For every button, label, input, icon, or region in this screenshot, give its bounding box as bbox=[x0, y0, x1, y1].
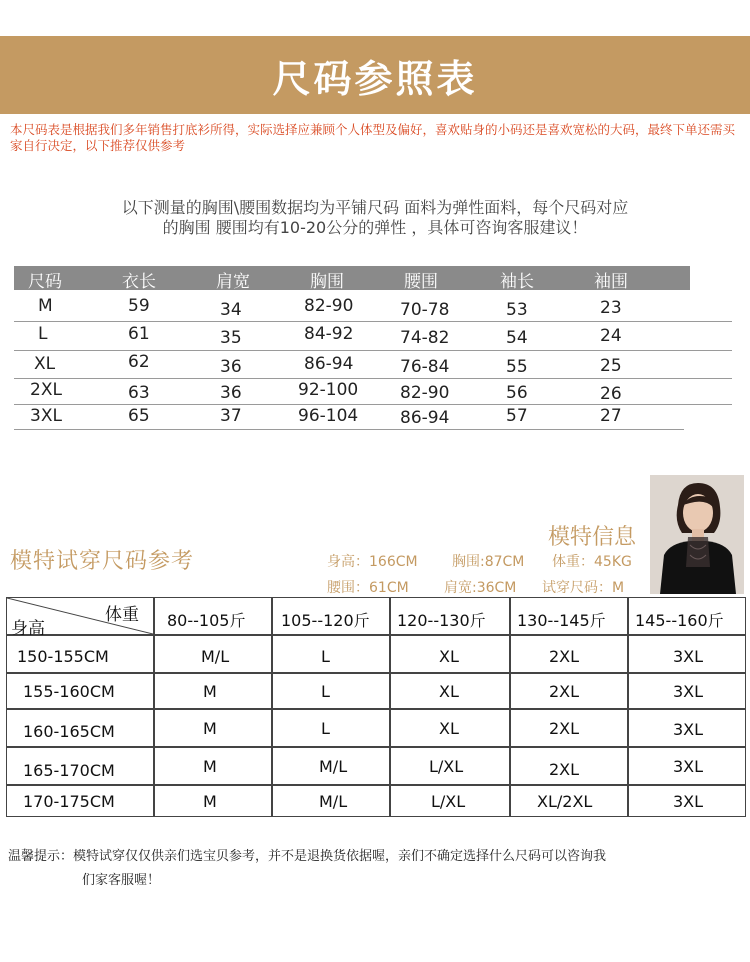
size-cell bbox=[154, 673, 272, 709]
size-cell bbox=[628, 635, 746, 673]
row-divider bbox=[14, 429, 684, 430]
model-info-title: 模特信息 bbox=[548, 525, 637, 550]
title-banner bbox=[0, 36, 750, 114]
size-cell: 61 bbox=[128, 324, 150, 344]
size-value: M/L bbox=[319, 792, 348, 811]
size-cell bbox=[510, 635, 628, 673]
size-value: L/XL bbox=[431, 792, 466, 811]
size-cell: 3XL bbox=[30, 406, 62, 426]
size-cell bbox=[272, 785, 390, 817]
size-cell: 36 bbox=[220, 357, 242, 377]
size-cell: 74-82 bbox=[400, 328, 450, 348]
model-waist: 腰围：61CM bbox=[327, 580, 409, 596]
height-label: 150-155CM bbox=[17, 647, 109, 666]
height-cell bbox=[6, 635, 154, 673]
size-cell: 53 bbox=[506, 300, 528, 320]
size-cell: 54 bbox=[506, 328, 528, 348]
page-title: 尺码参照表 bbox=[272, 57, 478, 101]
size-cell bbox=[390, 635, 510, 673]
size-cell bbox=[154, 785, 272, 817]
size-cell: 37 bbox=[220, 406, 242, 426]
header-sleeve-length: 袖长 bbox=[500, 272, 534, 292]
header-length: 衣长 bbox=[122, 272, 156, 292]
tip-line-2: 们家客服喔！ bbox=[82, 873, 161, 888]
warm-tip bbox=[8, 845, 743, 893]
size-cell: 26 bbox=[600, 384, 622, 404]
size-cell: 27 bbox=[600, 406, 622, 426]
height-label: 155-160CM bbox=[23, 682, 115, 701]
weight-header bbox=[510, 597, 628, 635]
height-cell bbox=[6, 785, 154, 817]
size-cell bbox=[272, 635, 390, 673]
size-value: XL bbox=[439, 647, 459, 666]
row-divider bbox=[14, 404, 732, 405]
size-cell: 65 bbox=[128, 406, 150, 426]
size-cell: 86-94 bbox=[304, 354, 354, 374]
weight-header-label: 80--105斤 bbox=[167, 611, 246, 630]
size-cell: XL bbox=[34, 354, 56, 374]
intro-line-2: 的胸围 腰围均有10-20公分的弹性 ，具体可咨询客服建议！ bbox=[162, 218, 588, 237]
model-try-title: 模特试穿尺码参考 bbox=[10, 549, 195, 574]
weight-header bbox=[390, 597, 510, 635]
size-cell: 84-92 bbox=[304, 324, 354, 344]
size-cell: 2XL bbox=[30, 380, 62, 400]
size-cell: 70-78 bbox=[400, 300, 450, 320]
size-cell: 23 bbox=[600, 298, 622, 318]
model-try-table bbox=[6, 597, 746, 817]
size-cell: M bbox=[38, 296, 53, 316]
size-cell: 36 bbox=[220, 383, 242, 403]
row-divider bbox=[14, 378, 732, 379]
model-shoulder: 肩宽:36CM bbox=[444, 580, 517, 596]
size-cell bbox=[510, 747, 628, 785]
model-weight: 体重：45KG bbox=[552, 554, 632, 570]
size-value: M bbox=[203, 682, 217, 701]
size-value: XL bbox=[439, 682, 459, 701]
size-cell bbox=[272, 673, 390, 709]
model-photo bbox=[650, 475, 744, 594]
size-value: L bbox=[321, 719, 330, 738]
size-value: 2XL bbox=[549, 682, 580, 701]
size-value: 3XL bbox=[673, 682, 704, 701]
size-cell: 35 bbox=[220, 328, 242, 348]
row-divider bbox=[14, 321, 732, 322]
size-value: 3XL bbox=[673, 757, 704, 776]
size-cell: L bbox=[38, 324, 48, 344]
size-value: XL bbox=[439, 719, 459, 738]
height-label: 160-165CM bbox=[23, 722, 115, 741]
size-value: 3XL bbox=[673, 792, 704, 811]
header-size: 尺码 bbox=[28, 272, 62, 292]
size-cell bbox=[390, 785, 510, 817]
size-cell bbox=[154, 635, 272, 673]
size-cell bbox=[510, 785, 628, 817]
size-cell bbox=[154, 709, 272, 747]
header-chest: 胸围 bbox=[310, 272, 344, 292]
weight-header-label: 105--120斤 bbox=[281, 611, 370, 630]
size-cell bbox=[510, 709, 628, 747]
measurement-intro bbox=[0, 198, 750, 238]
size-value: 2XL bbox=[549, 760, 580, 779]
height-cell bbox=[6, 673, 154, 709]
size-cell bbox=[272, 747, 390, 785]
size-cell: 34 bbox=[220, 300, 242, 320]
header-sleeve-width: 袖围 bbox=[594, 272, 628, 292]
height-cell bbox=[6, 747, 154, 785]
size-chart-header bbox=[14, 266, 690, 290]
size-cell: 96-104 bbox=[298, 406, 359, 426]
size-value: M/L bbox=[319, 757, 348, 776]
size-value: L bbox=[321, 647, 330, 666]
size-value: 3XL bbox=[673, 720, 704, 739]
size-value: 2XL bbox=[549, 719, 580, 738]
size-cell bbox=[628, 709, 746, 747]
size-cell: 55 bbox=[506, 357, 528, 377]
size-cell bbox=[510, 673, 628, 709]
size-value: M bbox=[203, 757, 217, 776]
height-cell bbox=[6, 709, 154, 747]
size-cell bbox=[628, 747, 746, 785]
header-waist: 腰围 bbox=[404, 272, 438, 292]
tip-line-1: 温馨提示：模特试穿仅仅供亲们选宝贝参考，并不是退换货依据喔，亲们不确定选择什么尺码可以咨询我 bbox=[8, 849, 607, 864]
size-cell bbox=[628, 785, 746, 817]
corner-height-label: 身高 bbox=[11, 619, 45, 639]
model-try-size: 试穿尺码：M bbox=[542, 580, 625, 596]
size-value: L bbox=[321, 682, 330, 701]
size-cell: 86-94 bbox=[400, 408, 450, 428]
size-cell: 56 bbox=[506, 383, 528, 403]
weight-header bbox=[272, 597, 390, 635]
height-label: 170-175CM bbox=[23, 792, 115, 811]
corner-cell bbox=[6, 597, 154, 639]
size-value: M bbox=[203, 719, 217, 738]
size-disclaimer: 本尺码表是根据我们多年销售打底衫所得，实际选择应兼顾个人体型及偏好，喜欢贴身的小码还是喜欢宽松的大码，最终下单还需买家自行决定，以下推荐仅供参考 bbox=[10, 122, 736, 153]
size-value: M bbox=[203, 792, 217, 811]
size-cell: 59 bbox=[128, 296, 150, 316]
model-height: 身高：166CM bbox=[327, 554, 418, 570]
row-divider bbox=[14, 350, 732, 351]
weight-header-label: 145--160斤 bbox=[635, 611, 724, 630]
size-cell: 24 bbox=[600, 326, 622, 346]
weight-header-label: 130--145斤 bbox=[517, 611, 606, 630]
size-cell: 62 bbox=[128, 352, 150, 372]
size-cell: 82-90 bbox=[400, 383, 450, 403]
weight-header bbox=[628, 597, 746, 635]
size-cell: 76-84 bbox=[400, 357, 450, 377]
size-value: M/L bbox=[201, 647, 230, 666]
size-cell bbox=[390, 673, 510, 709]
size-cell: 25 bbox=[600, 356, 622, 376]
model-chest: 胸围:87CM bbox=[452, 554, 525, 570]
weight-header bbox=[154, 597, 272, 635]
corner-weight-label: 体重 bbox=[105, 605, 139, 625]
size-cell: 57 bbox=[506, 406, 528, 426]
size-cell bbox=[390, 709, 510, 747]
size-value: 3XL bbox=[673, 647, 704, 666]
weight-header-label: 120--130斤 bbox=[397, 611, 486, 630]
header-shoulder: 肩宽 bbox=[216, 272, 250, 292]
size-cell bbox=[390, 747, 510, 785]
size-value: 2XL bbox=[549, 647, 580, 666]
intro-line-1: 以下测量的胸围\腰围数据均为平铺尺码 面料为弹性面料，每个尺码对应 bbox=[121, 198, 629, 217]
size-cell bbox=[272, 709, 390, 747]
size-cell: 63 bbox=[128, 383, 150, 403]
size-value: XL/2XL bbox=[537, 792, 593, 811]
size-value: L/XL bbox=[429, 757, 464, 776]
size-cell: 82-90 bbox=[304, 296, 354, 316]
height-label: 165-170CM bbox=[23, 761, 115, 780]
size-cell bbox=[154, 747, 272, 785]
size-cell bbox=[628, 673, 746, 709]
model-photo-illustration bbox=[650, 475, 744, 594]
size-cell: 92-100 bbox=[298, 380, 359, 400]
